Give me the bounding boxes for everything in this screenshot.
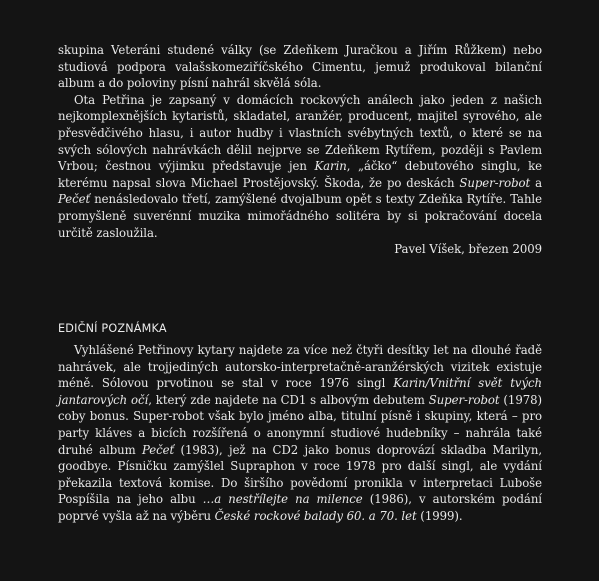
article-paragraph-1: skupina Veteráni studené války (se Zdeňkem Juračkou a Jiřím Růžkem) nebo studiová podpora valašskomeziříčského Cimentu, jemuž produkoval bilanční album a do poloviny písní nahrál skvělá sóla. [58,43,542,91]
album-title: Super-robot [428,392,500,407]
paragraph-text: , který zde najdete na CD1 s albovým debutem [148,392,429,407]
paragraph-text: a [530,175,542,190]
paragraph-text: nenásledovalo třetí, zamýšlené dvojalbum opět s texty Zdeňka Rytíře. Tahle promyšleně suverénní muzika mimořádného solitéra by si pokračování docela určitě zasloužila. [58,192,542,240]
section-heading: EDIČNÍ POZNÁMKA [58,322,167,335]
paragraph-text: Vyhlášené Petřinovy kytary najdete za více než čtyři desítky let na dlouhé řadě nahrávek, ale trojjediných autorsko-interpretačně-aranžérských vizitek existuje méně. Sólovou prvotinou se stal v roce 1976 singl [58,343,542,391]
album-title: Super-robot [459,175,531,190]
article-paragraph-2 [58,92,542,241]
paragraph-text: (1999). [416,508,463,523]
edition-note-text [58,342,542,525]
paragraph-text: (1983), jež na CD2 jako bonus doprovází skladba Marilyn, goodbye. Písničku zamýšlel Supraphon v roce 1978 pro další singl, ale vydání překazila textová komise. Do širšího povědomí pronikla v interpretaci Luboše Pospíšila na jeho albu [58,442,542,507]
single-title: Karin/Vnitřní svět tvých jantarových očí [58,376,542,407]
author-signature: Pavel Víšek, březen 2009 [394,242,542,257]
paragraph-text: (1978) coby bonus. Super-robot však bylo jméno alba, titulní písně i skupiny, která – pro party kláves a bicích rozšířená o anonymní studiové hudebníky – nahrála také druhé album [58,392,542,457]
edition-paragraph [58,342,542,525]
paragraph-text: , „áčko“ debutového singlu, ke kterému napsal slova Michael Prostějovský. Škoda, že po deskách [58,159,542,190]
album-title: …a nestřílejte na milence [202,492,363,507]
paragraph-text: Ota Petřina je zapsaný v domácích rockových análech jako jeden z našich nejkomplexnějších kytaristů, skladatel, aranžér, producent, majitel syrového, ale přesvědčivého hlasu, i autor hudby i vlastních svébytných textů, o které se na svých sólových nahrávkách dělil nejprve se Zdeňkem Rytířem, později s Pavlem Vrbou; čestnou výjimku představuje jen [58,92,542,174]
song-title: Karin [314,159,347,174]
album-title: České rockové balady 60. a 70. let [214,508,417,523]
article-text [58,42,542,258]
paragraph-text: (1986), v autorském podání poprvé vyšla až na výběru [58,492,542,523]
album-title: Pečeť [141,442,175,457]
album-title: Pečeť [58,192,91,207]
